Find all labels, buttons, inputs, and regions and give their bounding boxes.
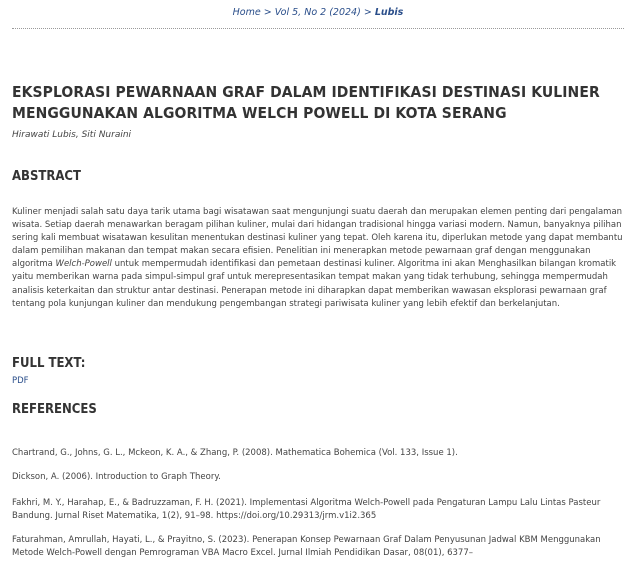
reference-item: Dickson, A. (2006). Introduction to Graph Theory. (12, 472, 221, 482)
reference-item: Fakhri, M. Y., Harahap, E., & Badruzzaman, F. H. (2021). Implementasi Algoritma Welch-Powell pada Pengaturan Lampu Lalu Lintas Pasteur Bandung. Jurnal Riset Matematika, 1(2), 91–98. https://doi.org/10.29313/jrm.v1i2.365 (12, 498, 601, 522)
dotted-divider (12, 28, 624, 29)
article-authors: Hirawati Lubis, Siti Nuraini (12, 130, 132, 140)
abstract-heading: ABSTRACT (12, 169, 81, 184)
breadcrumb-issue-link[interactable]: Vol 5, No 2 (2024) (274, 7, 361, 18)
breadcrumb (12, 7, 624, 27)
pdf-link[interactable]: PDF (12, 376, 29, 386)
references-heading: REFERENCES (12, 402, 97, 417)
breadcrumb-home-link[interactable]: Home (232, 7, 261, 18)
abstract-italic-term: Welch-Powell (55, 259, 112, 270)
abstract-text-part: untuk mempermudah identifikasi dan pemetaan destinasi kuliner. Algoritma ini akan Menghasilkan bilangan kromatik yaitu memberikan warna pada simpul-simpul graf untuk merepresentasikan tempat makan yang tidak terhubung, sehingga mempermudah analisis keterkaitan dan struktur antar destinasi. Penerapan metode ini diharapkan dapat memberikan wawasan eksplorasi pewarnaan graf tentang pola kunjungan kuliner dan mendukung pengembangan strategi pariwisata kuliner yang lebih efektif dan berkelanjutan. (12, 259, 617, 309)
breadcrumb-separator: > (260, 7, 275, 18)
abstract-text (12, 206, 624, 311)
reference-item: Chartrand, G., Johns, G. L., Mckeon, K. A., & Zhang, P. (2008). Mathematica Bohemica (Vol. 133, Issue 1). (12, 448, 458, 458)
breadcrumb-separator: > (360, 7, 375, 18)
reference-item: Faturahman, Amrullah, Hayati, L., & Prayitno, S. (2023). Penerapan Konsep Pewarnaan Graf Dalam Penyusunan Jadwal KBM Menggunakan Metode Welch-Powell dengan Pemrograman VBA Macro Excel. Jurnal Ilmiah Pendidikan Dasar, 08(01), 6377– (12, 535, 601, 559)
breadcrumb-current[interactable]: Lubis (374, 7, 404, 18)
article-title: EKSPLORASI PEWARNAAN GRAF DALAM IDENTIFIKASI DESTINASI KULINER MENGGUNAKAN ALGORITMA WELCH POWELL DI KOTA SERANG (12, 83, 600, 122)
abstract-text-part: Kuliner menjadi salah satu daya tarik utama bagi wisatawan saat mengunjungi suatu daerah dan merupakan elemen penting dari pengalaman wisata. Setiap daerah menawarkan beragam pilihan kuliner, mulai dari hidangan tradisional hingga variasi modern. Namun, banyaknya pilihan sering kali membuat wisatawan kesulitan menentukan destinasi kuliner yang tepat. Oleh karena itu, diperlukan metode yang dapat membantu dalam pemilihan makanan dan tempat makan secara efisien. Penelitian ini menerapkan metode pewarnaan graf dengan menggunakan algoritma (12, 207, 623, 270)
fulltext-heading: FULL TEXT: (12, 356, 86, 371)
